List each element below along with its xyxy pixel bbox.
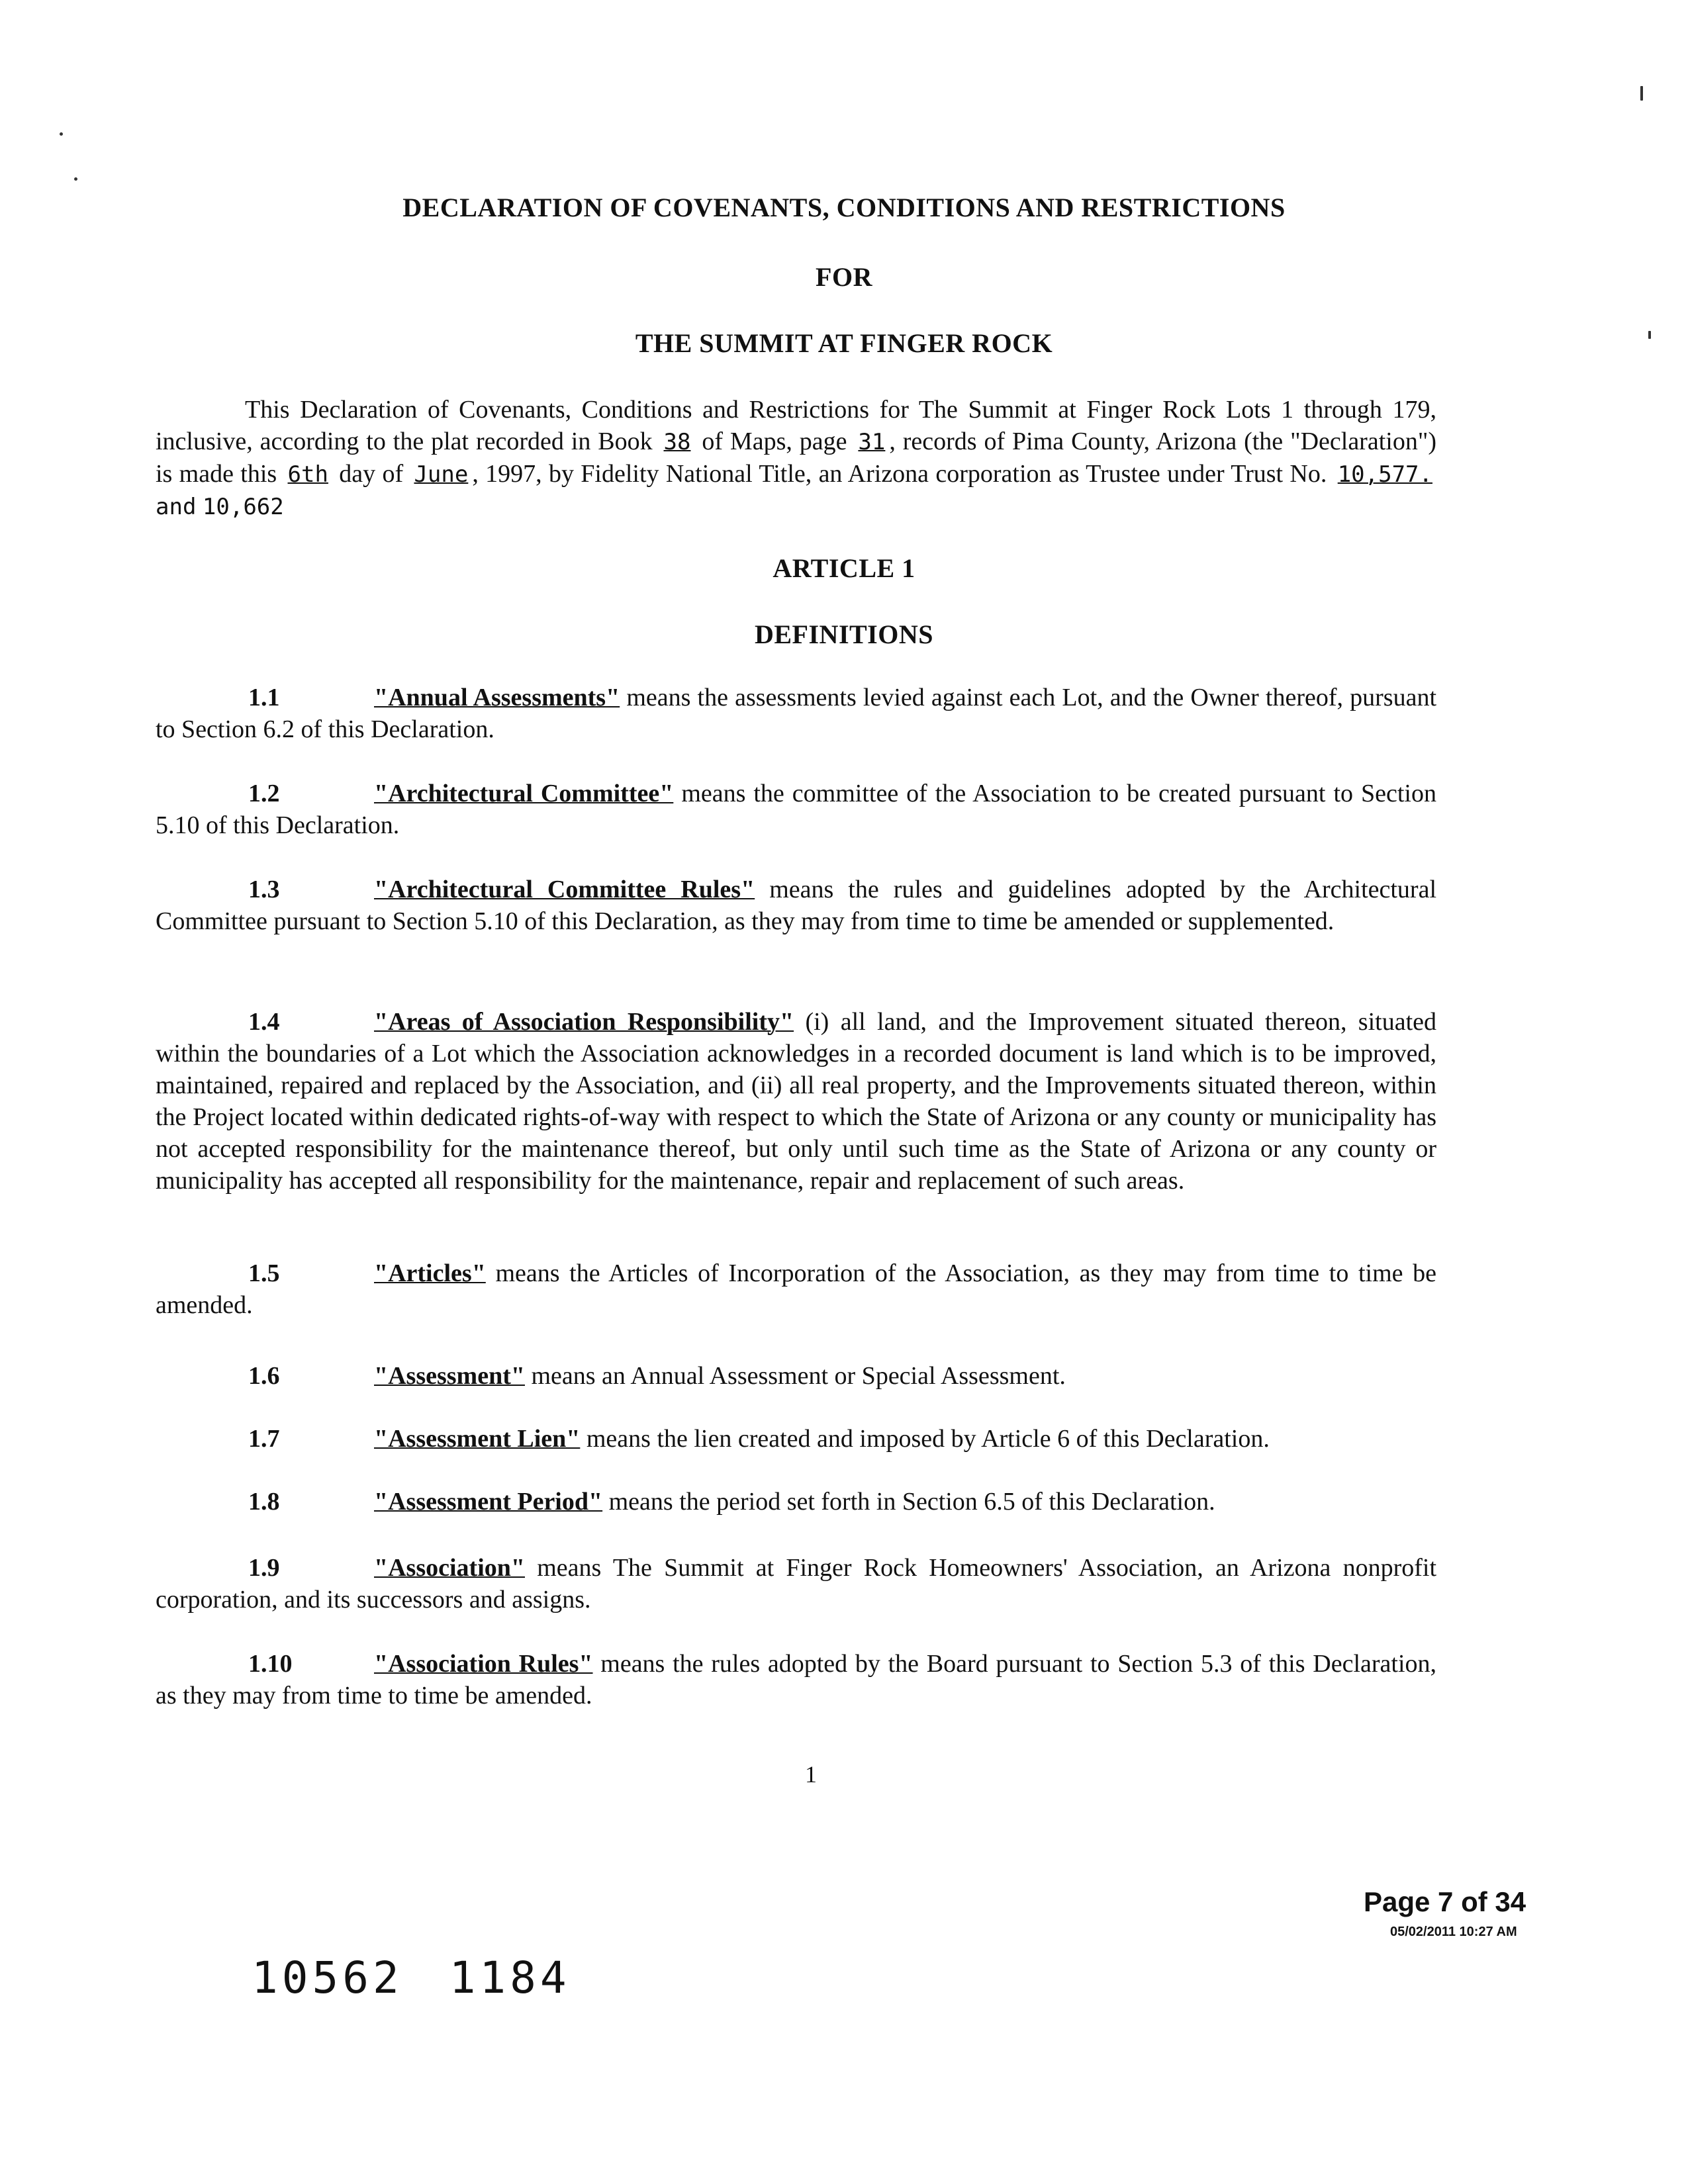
- definition-text: means the rules and guidelines adopted by the Architectural Committee pursuant to Section 5.10 of this Declaration, as they may from time to time be amended or supplemented.: [156, 876, 1437, 935]
- definition-1-8: [156, 1486, 1436, 1518]
- definition-number: 1.10: [248, 1650, 293, 1678]
- intro-text: , 1997, by Fidelity National Title, an Arizona corporation as Trustee under Trust No.: [472, 460, 1327, 488]
- definition-1-4: [156, 1006, 1436, 1197]
- definition-term: "Assessment": [374, 1362, 525, 1390]
- definition-text: means the assessments levied against each Lot, and the Owner thereof, pursuant to Section 6.2 of this Declaration.: [156, 684, 1437, 743]
- recorder-timestamp: 05/02/2011 10:27 AM: [1390, 1925, 1517, 1939]
- article-title: DEFINITIONS: [754, 619, 933, 649]
- intro-text: of Maps, page: [702, 428, 847, 455]
- declaration-month: June: [414, 461, 469, 488]
- intro-text: This Declaration of Covenants, Conditions and Restrictions for The Summit at Finger Rock Lots 1 through 179, inclusive, according to the plat recorded in Book: [156, 396, 1436, 455]
- definition-text: means the lien created and imposed by Article 6 of this Declaration.: [586, 1425, 1270, 1453]
- definition-number: 1.8: [248, 1488, 280, 1516]
- definition-term: "Areas of Association Responsibility": [374, 1008, 794, 1036]
- definition-term: "Association": [374, 1554, 525, 1582]
- intro-paragraph: [156, 394, 1436, 523]
- definition-term: "Association Rules": [374, 1650, 593, 1678]
- definition-term: "Architectural Committee": [374, 780, 674, 807]
- definition-1-2: [156, 778, 1436, 841]
- definition-text: means the Articles of Incorporation of the Association, as they may from time to time be amended.: [156, 1259, 1437, 1319]
- recorder-page-label: Page 7 of 34: [1364, 1886, 1526, 1917]
- document-subtitle: THE SUMMIT AT FINGER ROCK: [635, 328, 1053, 358]
- definition-1-6: [156, 1360, 1436, 1392]
- definition-1-1: [156, 682, 1436, 745]
- definition-term: "Assessment Period": [374, 1488, 603, 1516]
- definition-1-3: [156, 874, 1436, 937]
- article-heading: ARTICLE 1: [773, 553, 915, 583]
- definition-text: means the committee of the Association to be created pursuant to Section 5.10 of this Declaration.: [156, 780, 1436, 839]
- definition-term: "Architectural Committee Rules": [374, 876, 755, 903]
- definition-number: 1.7: [248, 1425, 280, 1453]
- definition-1-5: [156, 1257, 1436, 1321]
- book-number: 38: [663, 429, 691, 455]
- document-title: DECLARATION OF COVENANTS, CONDITIONS AND RESTRICTIONS: [402, 193, 1286, 222]
- definition-text: means an Annual Assessment or Special Assessment.: [531, 1362, 1066, 1390]
- definition-number: 1.2: [248, 780, 280, 807]
- trust-number-2: 10,662: [202, 494, 284, 520]
- definition-text: means The Summit at Finger Rock Homeowners' Association, an Arizona nonprofit corporation, and its successors and assigns.: [156, 1554, 1437, 1614]
- declaration-day: 6th: [287, 461, 328, 488]
- definition-number: 1.1: [248, 684, 280, 711]
- definition-text: (i) all land, and the Improvement situated thereon, situated within the boundaries of a Lot which the Association acknowledges in a recorded document is land which is to be improved, maintained, repaired and replaced by the Association, and (ii) all real property, and the Improvements situated thereon, within the Project located within dedicated rights-of-way with respect to which the State of Arizona or any county or municipality has not accepted responsibility for the maintenance thereof, but only until such time as the State of Arizona or any county or municipality has accepted all responsibility for the maintenance, repair and replacement of such areas.: [156, 1008, 1437, 1195]
- docket-page: 1184: [449, 1952, 571, 2003]
- definition-number: 1.3: [248, 876, 280, 903]
- intro-text: day of: [339, 460, 404, 488]
- definition-text: means the period set forth in Section 6.5 of this Declaration.: [608, 1488, 1215, 1516]
- definition-term: "Articles": [374, 1259, 486, 1287]
- docket-number: [252, 1952, 571, 2003]
- definition-number: 1.5: [248, 1259, 280, 1287]
- definition-number: 1.9: [248, 1554, 280, 1582]
- definition-term: "Assessment Lien": [374, 1425, 581, 1453]
- definition-1-7: [156, 1423, 1436, 1455]
- intro-text: and: [156, 494, 197, 520]
- scan-speck: [1640, 86, 1643, 101]
- definition-text: means the rules adopted by the Board pursuant to Section 5.3 of this Declaration, as they may from time to time be amended.: [156, 1650, 1436, 1709]
- definition-1-9: [156, 1552, 1436, 1615]
- intro-text: , records of Pima County, Arizona (the "Declaration") is made this: [156, 428, 1436, 488]
- definition-1-10: [156, 1648, 1436, 1711]
- scan-speck: [74, 177, 77, 181]
- page-number: 1: [805, 1761, 817, 1788]
- definition-term: "Annual Assessments": [374, 684, 620, 711]
- definition-number: 1.6: [248, 1362, 280, 1390]
- docket-book: 10562: [252, 1952, 403, 2003]
- document-for-line: FOR: [816, 262, 872, 292]
- definition-number: 1.4: [248, 1008, 280, 1036]
- maps-page-number: 31: [858, 429, 886, 455]
- scan-speck: [60, 132, 63, 136]
- trust-number: 10,577.: [1337, 461, 1432, 488]
